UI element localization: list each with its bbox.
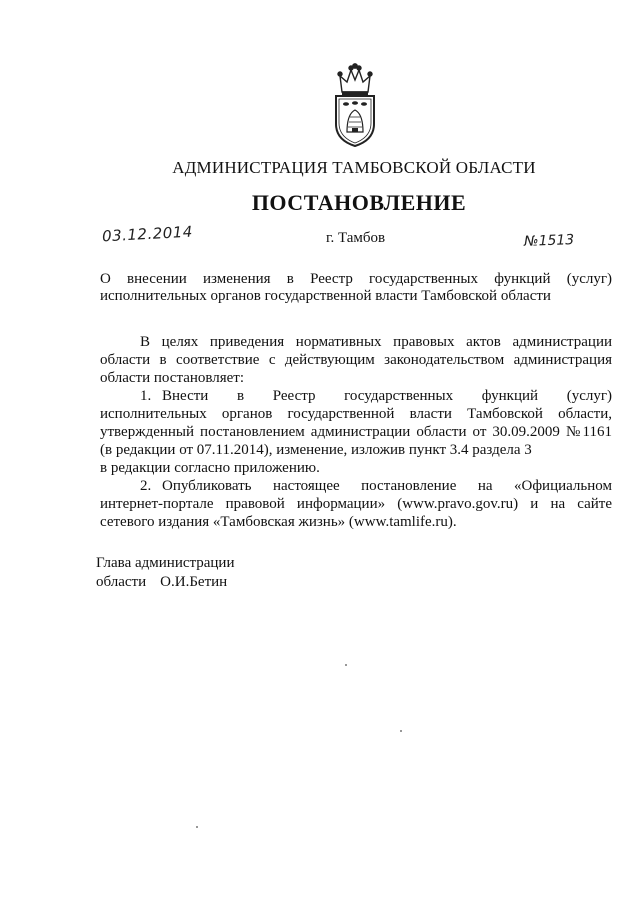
signatory-line [96,573,234,592]
body-line: области постановляет: [100,370,245,386]
document-subject [100,271,612,305]
subject-line: исполнительных органов государственной власти Тамбовской области [100,288,551,304]
item-number: 2. [140,478,152,494]
body-line: утвержденный постановлением администрации области от 30.09.2009 №1161 [100,424,612,440]
document-body [100,333,612,531]
list-item-1 [100,387,612,405]
signature-block [96,554,234,592]
body-line: интернет-портале правовой информации» (www.pravo.gov.ru) и на сайте [100,496,612,512]
scan-speck [345,664,347,666]
document-type-heading: ПОСТАНОВЛЕНИЕ [251,190,467,215]
body-line: области в соответствие с действующим законодательством администрация [100,352,612,368]
scan-speck [196,826,198,828]
body-line: сетевого издания «Тамбовская жизнь» (www.tamlife.ru). [100,514,457,530]
organization-title: АДМИНИСТРАЦИЯ ТАМБОВСКОЙ ОБЛАСТИ [172,158,536,177]
city-label: г. Тамбов [326,230,386,246]
body-line: исполнительных органов государственной власти Тамбовской области, [100,406,612,422]
tambov-coat-of-arms-icon [330,62,380,148]
body-line: Внести в Реестр государственных функций (услуг) [162,388,612,404]
body-line: В целях приведения нормативных правовых актов администрации [140,334,612,350]
item-number: 1. [140,388,152,404]
scan-speck [400,730,402,732]
signatory-title: Глава администрации [96,555,235,571]
body-line: в редакции согласно приложению. [100,460,320,476]
signatory-title-region: области [96,574,147,590]
subject-line: О внесении изменения в Реестр государственных функций (услуг) [100,271,612,287]
list-item-2 [100,477,612,495]
body-line: (в редакции от 07.11.2014), изменение, изложив пункт 3.4 раздела 3 [100,442,532,458]
handwritten-number: №1513 [523,232,575,250]
body-line: Опубликовать настоящее постановление на «Официальном [162,478,612,494]
signatory-name: О.И.Бетин [160,574,228,590]
handwritten-date: 03.12.2014 [101,222,194,246]
